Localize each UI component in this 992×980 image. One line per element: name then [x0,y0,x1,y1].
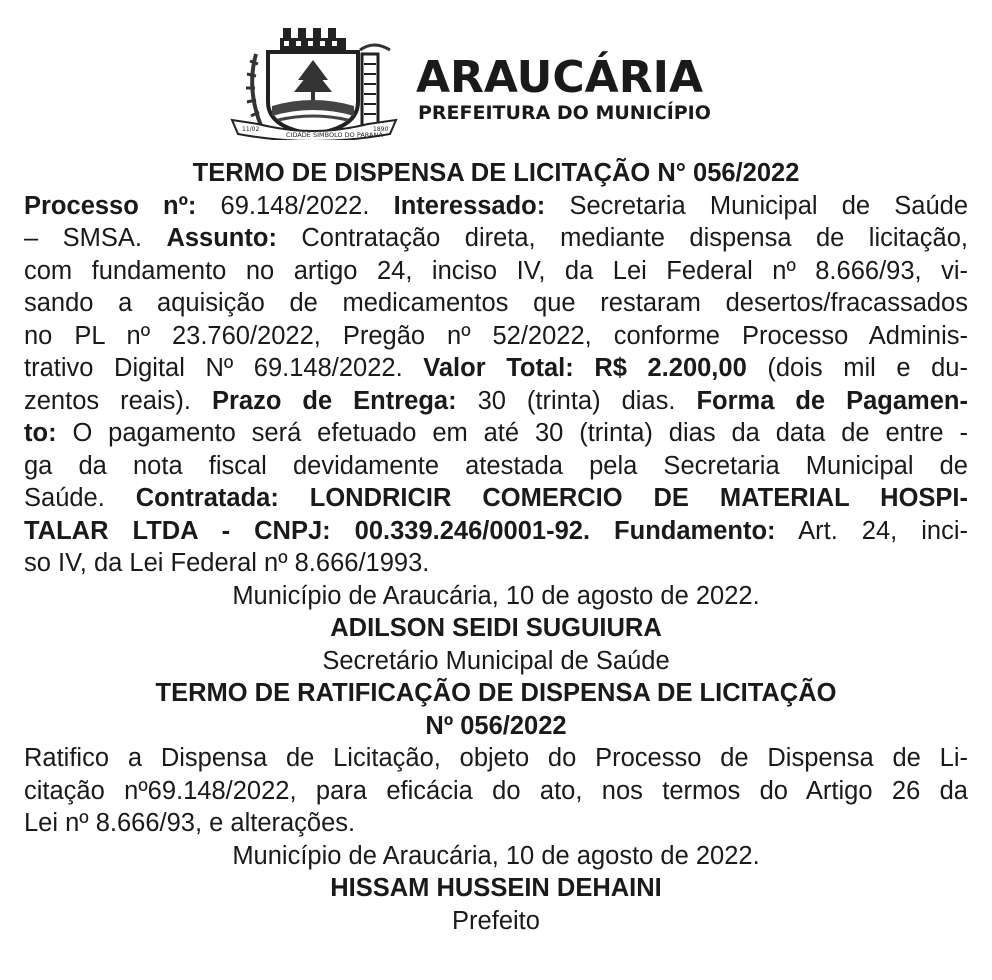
term2-signer-role: Prefeito [452,906,540,935]
forma-pagamento-label-cont: to: [24,419,57,447]
valor-total-text: (dois mil e du- [746,354,968,382]
body-line [24,190,968,223]
term1-title: TERMO DE DISPENSA DE LICITAÇÃO N° 056/2022 [192,159,800,187]
body-line: citação nº69.148/2022, para eficácia do ato, nos termos do Artigo 26 da [24,776,968,805]
svg-text:1890: 1890 [373,126,389,133]
svg-text:CIDADE SÍMBOLO DO PARANÁ: CIDADE SÍMBOLO DO PARANÁ [286,131,383,139]
contratada-cnpj: TALAR LTDA - CNPJ: 00.339.246/0001-92. Fundamento: [24,516,776,545]
fundamento-value: Art. 24, inci- [775,516,968,545]
body-line [24,482,968,515]
term2-body [24,742,968,840]
body-line: sando a aquisição de medicamentos que restaram desertos/fracassados [24,289,968,317]
term1-signer-name: ADILSON SEIDI SUGUIURA [330,614,662,642]
prazo-label: Prazo de Entrega: [211,386,457,415]
body-line [24,515,968,548]
assunto-text: trativo Digital Nº 69.148/2022. [24,354,424,382]
brand-subtitle: PREFEITURA DO MUNICÍPIO [418,102,711,124]
document-body [24,157,968,937]
page-header [228,20,768,150]
body-line: com fundamento no artigo 24, inciso IV, da Lei Federal nº 8.666/93, vi- [24,256,968,285]
svg-text:11/02: 11/02 [242,126,260,133]
interessado-value: Secretaria Municipal de Saúde [545,191,969,220]
term2-title: TERMO DE RATIFICAÇÃO DE DISPENSA DE LICITAÇÃO [155,679,837,707]
body-line [24,417,968,450]
body-line: so IV, da Lei Federal nº 8.666/1993. [24,549,430,577]
body-line: Lei nº 8.666/93, e alterações. [24,809,356,837]
term1-body [24,190,968,580]
processo-label: Processo nº: [24,191,197,220]
brand-name: ARAUCÁRIA [416,52,704,103]
valor-total-text-cont: zentos reais). [24,386,212,415]
body-line: no PL nº 23.760/2022, Pregão nº 52/2022, conforme Processo Adminis- [24,321,968,350]
municipal-coat-of-arms-icon [228,20,403,140]
forma-pagamento-label: Forma de Pagamen- [696,386,968,415]
term2-place-date: Município de Araucária, 10 de agosto de 2022. [232,841,760,870]
processo-value: 69.148/2022. [196,191,394,220]
assunto-label: Assunto: [166,224,277,252]
term1-signer-role: Secretário Municipal de Saúde [322,646,670,675]
body-line: Ratifico a Dispensa de Licitação, objeto do Processo de Dispensa de Li- [24,744,968,772]
interessado-label: Interessado: [393,191,546,220]
body-line: ga da nota fiscal devidamente atestada pela Secretaria Municipal de [24,451,968,480]
prazo-value: 30 (trinta) dias. [456,386,697,415]
body-line [24,222,968,255]
assunto-text: Contratação direta, mediante dispensa de licitação, [276,224,968,252]
valor-total-label: Valor Total: R$ 2.200,00 [423,354,747,382]
term1-place-date: Município de Araucária, 10 de agosto de 2022. [232,581,760,610]
term2-signer-name: HISSAM HUSSEIN DEHAINI [330,874,662,902]
body-line [24,385,968,418]
forma-pagamento-text: O pagamento será efetuado em até 30 (trinta) dias da data de entre - [56,419,968,447]
interessado-value-cont: – SMSA. [24,224,167,252]
body-line [24,352,968,385]
contratada-label: Contratada: LONDRICIR COMERCIO DE MATERIAL HOSPI- [135,484,968,512]
term2-title-number: Nº 056/2022 [425,711,567,740]
forma-pagamento-text: Saúde. [24,484,136,512]
